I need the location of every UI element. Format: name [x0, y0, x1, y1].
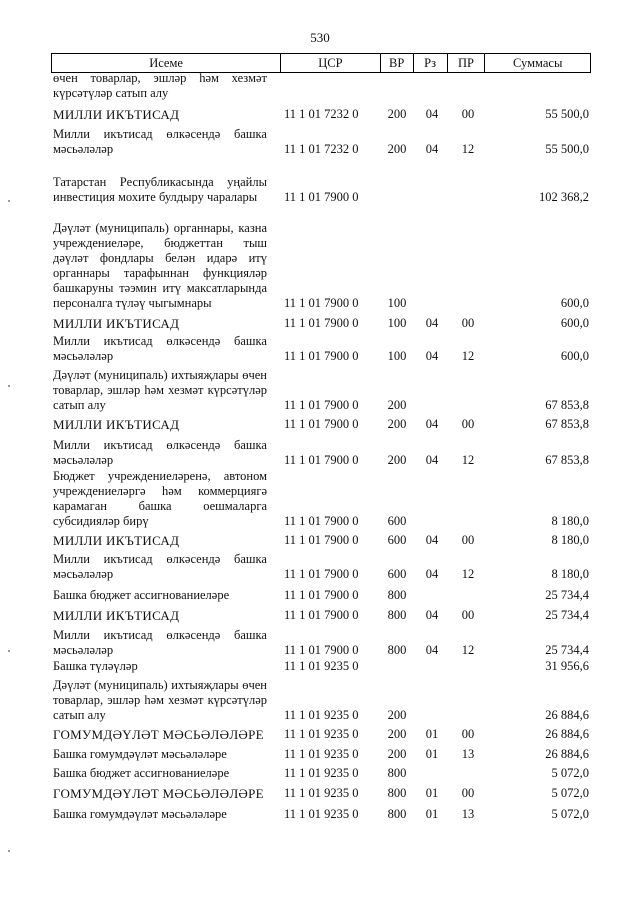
row-name: МИЛЛИ ИКЪТИСАД: [53, 107, 180, 122]
row-pr: 12: [461, 567, 475, 581]
row-csr: 11 1 01 9235 0: [284, 727, 359, 741]
row-sum: 67 853,8: [545, 398, 589, 412]
header-name: Исеме: [52, 54, 281, 72]
row-csr: 11 1 01 7900 0: [284, 608, 359, 622]
table-row: [51, 0, 591, 822]
row-rz: 04: [425, 349, 439, 363]
header-sum: Суммасы: [513, 56, 563, 70]
row-name: Башка бюджет ассигнованиеләре: [53, 588, 230, 602]
row-rz: 04: [425, 643, 439, 657]
row-name: Дәүләт (муниципаль) ихтыяҗлары өчен товарлар, эшләр һәм хезмәт күрсәтүләр сатып алу: [53, 678, 267, 722]
row-rz: 01: [425, 786, 439, 800]
row-name: Башка гомумдәүләт мәсьәләләре: [53, 747, 227, 761]
row-sum: 8 180,0: [551, 533, 589, 547]
row-name: Бюджет учреждениеләренә, автоном учреждениеләргә һәм коммерциягә карамаган башка оешмаларга субсидияләр бирү: [53, 469, 267, 528]
row-pr: 00: [461, 316, 475, 330]
row-sum: 5 072,0: [551, 807, 589, 821]
row-sum: 55 500,0: [545, 107, 589, 121]
row-rz: 01: [425, 807, 439, 821]
row-pr: 00: [461, 727, 475, 741]
row-sum: 67 853,8: [545, 453, 589, 467]
row-vr: 200: [387, 107, 407, 121]
row-pr: 00: [461, 107, 475, 121]
row-sum: 8 180,0: [551, 514, 589, 528]
row-csr: 11 1 01 7900 0: [284, 316, 359, 330]
row-name: Милли икътисад өлкәсендә башка мәсьәләләр: [53, 334, 267, 363]
row-vr: 100: [387, 316, 407, 330]
row-name: ГОМУМДӘҮЛӘТ МӘСЬӘЛӘЛӘРЕ: [53, 727, 264, 742]
row-name: МИЛЛИ ИКЪТИСАД: [53, 608, 180, 623]
row-sum: 26 884,6: [545, 727, 589, 741]
row-sum: 55 500,0: [545, 142, 589, 156]
row-csr: 11 1 01 7900 0: [284, 417, 359, 431]
row-sum: 600,0: [560, 349, 589, 363]
row-vr: 800: [387, 807, 407, 821]
row-csr: 11 1 01 9235 0: [284, 766, 359, 780]
row-vr: 200: [387, 708, 407, 722]
row-pr: 00: [461, 533, 475, 547]
row-name: Башка бюджет ассигнованиеләре: [53, 766, 230, 780]
row-vr: 800: [387, 588, 407, 602]
row-vr: 800: [387, 766, 407, 780]
row-rz: 04: [425, 533, 439, 547]
row-vr: 200: [387, 417, 407, 431]
row-sum: 31 956,6: [545, 659, 589, 673]
row-vr: 200: [387, 142, 407, 156]
row-csr: 11 1 01 7900 0: [284, 567, 359, 581]
row-pr: 00: [461, 417, 475, 431]
row-vr: 600: [387, 567, 407, 581]
row-name: Татарстан Республикасында уңайлы инвестиция мохите булдыру чаралары: [53, 175, 267, 204]
row-rz: 04: [425, 567, 439, 581]
row-vr: 200: [387, 398, 407, 412]
row-vr: 200: [387, 747, 407, 761]
row-csr: 11 1 01 9235 0: [284, 747, 359, 761]
row-csr: 11 1 01 9235 0: [284, 807, 359, 821]
row-name: МИЛЛИ ИКЪТИСАД: [53, 533, 180, 548]
header-csr: ЦСР: [281, 54, 381, 72]
scan-mark: [8, 385, 10, 387]
row-pr: 12: [461, 142, 475, 156]
row-rz: 04: [425, 142, 439, 156]
row-rz: 04: [425, 107, 439, 121]
row-pr: 00: [461, 786, 475, 800]
row-sum: 25 734,4: [545, 608, 589, 622]
row-vr: 200: [387, 727, 407, 741]
row-rz: 04: [425, 608, 439, 622]
row-sum: 5 072,0: [551, 786, 589, 800]
row-vr: 200: [387, 453, 407, 467]
row-csr: 11 1 01 7900 0: [284, 190, 359, 204]
row-vr: 800: [387, 643, 407, 657]
row-csr: 11 1 01 7900 0: [284, 349, 359, 363]
row-sum: 8 180,0: [551, 567, 589, 581]
header-rz: Рз: [414, 54, 448, 72]
row-csr: 11 1 01 7900 0: [284, 643, 359, 657]
page-number: 530: [310, 30, 330, 45]
row-sum: 25 734,4: [545, 588, 589, 602]
row-name: МИЛЛИ ИКЪТИСАД: [53, 316, 180, 331]
row-vr: 600: [387, 514, 407, 528]
row-rz: 01: [425, 727, 439, 741]
row-csr: 11 1 01 9235 0: [284, 786, 359, 800]
row-name: Милли икътисад өлкәсендә башка мәсьәләләр: [53, 628, 267, 657]
row-vr: 600: [387, 533, 407, 547]
scan-mark: [8, 200, 10, 202]
row-vr: 100: [387, 349, 407, 363]
row-sum: 600,0: [560, 316, 589, 330]
row-sum: 67 853,8: [545, 417, 589, 431]
row-pr: 13: [461, 747, 475, 761]
row-pr: 12: [461, 349, 475, 363]
row-sum: 5 072,0: [551, 766, 589, 780]
row-csr: 11 1 01 7900 0: [284, 514, 359, 528]
row-sum: 25 734,4: [545, 643, 589, 657]
row-csr: 11 1 01 7232 0: [284, 107, 359, 121]
row-csr: 11 1 01 9235 0: [284, 708, 359, 722]
header-pr: ПР: [448, 54, 486, 72]
row-name: Дәүләт (муниципаль) органнары, казна учреждениеләре, бюджеттан тыш дәүләт фондлары белән идарә итү органнары тарафыннан функцияләр башкаруны тәэмин итү максатларында персоналга түләү чыгымнары: [53, 221, 267, 310]
row-csr: 11 1 01 7232 0: [284, 142, 359, 156]
row-csr: 11 1 01 7900 0: [284, 453, 359, 467]
scan-mark: [8, 650, 10, 652]
row-name: өчен товарлар, эшләр һәм хезмәт күрсәтүләр сатып алу: [53, 71, 267, 100]
row-csr: 11 1 01 7900 0: [284, 533, 359, 547]
row-name: Башка гомумдәүләт мәсьәләләре: [53, 807, 227, 821]
row-csr: 11 1 01 7900 0: [284, 588, 359, 602]
row-name: Башка түләүләр: [53, 659, 138, 673]
row-pr: 13: [461, 807, 475, 821]
row-vr: 800: [387, 786, 407, 800]
header-vr: ВР: [381, 54, 414, 72]
row-rz: 01: [425, 747, 439, 761]
row-name: ГОМУМДӘҮЛӘТ МӘСЬӘЛӘЛӘРЕ: [53, 786, 264, 801]
row-name: Милли икътисад өлкәсендә башка мәсьәләләр: [53, 127, 267, 156]
row-sum: 102 368,2: [539, 190, 589, 204]
row-vr: 800: [387, 608, 407, 622]
row-vr: 100: [387, 296, 407, 310]
row-sum: 600,0: [560, 296, 589, 310]
row-pr: 00: [461, 608, 475, 622]
row-csr: 11 1 01 7900 0: [284, 296, 359, 310]
row-name: Милли икътисад өлкәсендә башка мәсьәләләр: [53, 552, 267, 581]
row-pr: 12: [461, 643, 475, 657]
row-sum: 26 884,6: [545, 708, 589, 722]
row-name: Дәүләт (муниципаль) ихтыяҗлары өчен товарлар, эшләр һәм хезмәт күрсәтүләр сатып алу: [53, 368, 267, 412]
scan-mark: [8, 850, 10, 852]
row-csr: 11 1 01 7900 0: [284, 398, 359, 412]
row-rz: 04: [425, 417, 439, 431]
row-pr: 12: [461, 453, 475, 467]
row-rz: 04: [425, 316, 439, 330]
row-name: Милли икътисад өлкәсендә башка мәсьәләләр: [53, 438, 267, 467]
row-rz: 04: [425, 453, 439, 467]
row-csr: 11 1 01 9235 0: [284, 659, 359, 673]
row-name: МИЛЛИ ИКЪТИСАД: [53, 417, 180, 432]
row-sum: 26 884,6: [545, 747, 589, 761]
